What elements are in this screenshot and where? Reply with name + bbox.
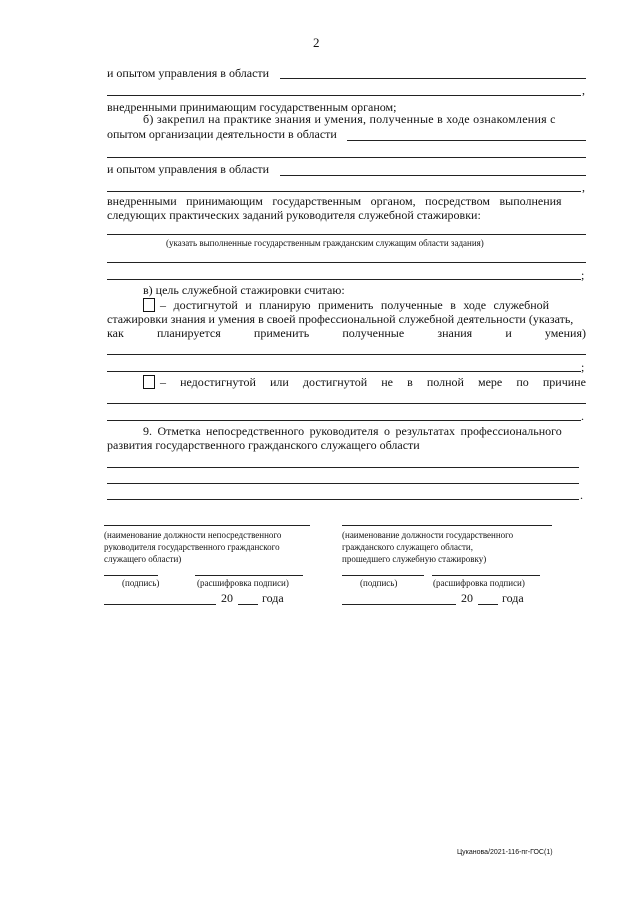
word: применить <box>253 326 310 340</box>
employee-sign-label: (подпись) <box>360 578 398 588</box>
organization-area-field-continued[interactable] <box>107 157 586 158</box>
word: в <box>407 375 413 389</box>
section-b-line2: опытом организации деятельности в области <box>107 127 337 141</box>
experience-area-label: и опытом управления в области <box>107 66 270 80</box>
footer-code: Цуканова/2021-116-пг-ГОС(1) <box>457 849 553 856</box>
apply-field-2[interactable] <box>107 371 581 372</box>
word: мере <box>478 375 503 389</box>
word: умения) <box>544 326 586 340</box>
employee-decode-label: (расшифровка подписи) <box>433 578 525 588</box>
word: полной <box>426 375 464 389</box>
experience-area-field-continued[interactable] <box>107 95 581 96</box>
word: – <box>160 375 166 389</box>
page-number: 2 <box>313 35 320 50</box>
employee-signature-field[interactable] <box>342 575 424 576</box>
period-mark-9: . <box>580 488 583 502</box>
employee-year-field[interactable] <box>478 604 498 605</box>
employee-decode-field[interactable] <box>432 575 540 576</box>
employee-position-field[interactable] <box>342 525 552 526</box>
supervisor-caption-2: руководителя государственного гражданского <box>104 542 280 552</box>
word: причине <box>542 375 586 389</box>
achieved-checkbox[interactable] <box>143 298 155 312</box>
word: знания <box>437 326 473 340</box>
apply-field[interactable] <box>107 354 586 355</box>
word: не <box>381 375 393 389</box>
section-b-line5: следующих практических заданий руководителя служебной стажировки: <box>107 208 481 222</box>
supervisor-year-suffix: года <box>262 591 284 605</box>
reason-field[interactable] <box>107 403 586 404</box>
period-mark-c: . <box>581 409 584 423</box>
comma-mark: , <box>582 83 585 97</box>
word: недостигнутой <box>180 375 256 389</box>
supervisor-position-field[interactable] <box>104 525 310 526</box>
semicolon-mark-b: ; <box>581 268 585 282</box>
tasks-hint: (указать выполненные государственным гражданским служащим области задания) <box>166 238 484 248</box>
section-b-line4: внедренными принимающим государственным органом, посредством выполнения <box>107 194 562 208</box>
employee-caption-1: (наименование должности государственного <box>342 530 514 540</box>
section9-line2: развития государственного гражданского служащего области <box>107 438 420 452</box>
word: достигнутой <box>302 375 368 389</box>
organization-area-field[interactable] <box>347 140 586 141</box>
achieved-line1: – достигнутой и планирую применить полученные в ходе служебной <box>160 298 550 312</box>
employee-year-prefix: 20 <box>461 591 473 605</box>
employee-caption-3: прошедшего служебную стажировку) <box>342 554 487 564</box>
supervisor-decode-label: (расшифровка подписи) <box>197 578 289 588</box>
word: по <box>516 375 529 389</box>
word: полученные <box>342 326 405 340</box>
supervisor-decode-field[interactable] <box>195 575 303 576</box>
word: планируется <box>156 326 221 340</box>
supervisor-caption-3: служащего области) <box>104 554 182 564</box>
tasks-field[interactable] <box>107 234 586 235</box>
supervisor-note-field-3[interactable] <box>107 499 579 500</box>
achieved-line2: стажировки знания и умения в своей профессиональной служебной деятельности (указать, <box>107 312 574 326</box>
not-achieved-checkbox[interactable] <box>143 375 155 389</box>
supervisor-note-field[interactable] <box>107 467 579 468</box>
supervisor-date-field[interactable] <box>104 604 216 605</box>
supervisor-year-prefix: 20 <box>221 591 233 605</box>
supervisor-year-field[interactable] <box>238 604 258 605</box>
tasks-field-3[interactable] <box>107 279 581 280</box>
not-achieved-line <box>160 375 586 389</box>
employee-year-suffix: года <box>502 591 524 605</box>
employee-date-field[interactable] <box>342 604 456 605</box>
implemented-text: внедренными принимающим государственным органом; <box>107 100 397 114</box>
word: как <box>107 326 124 340</box>
section-b-line1: б) закрепил на практике знания и умения, полученные в ходе ознакомления с <box>143 112 556 126</box>
word: и <box>505 326 512 340</box>
comma-mark-b: , <box>582 180 585 194</box>
management-area-field-continued[interactable] <box>107 191 581 192</box>
supervisor-sign-label: (подпись) <box>122 578 160 588</box>
supervisor-caption-1: (наименование должности непосредственного <box>104 530 282 540</box>
reason-field-2[interactable] <box>107 420 581 421</box>
word: или <box>270 375 289 389</box>
semicolon-mark-c: ; <box>581 360 585 374</box>
tasks-field-2[interactable] <box>107 262 586 263</box>
section9-line1: 9. Отметка непосредственного руководителя о результатах профессионального <box>143 424 562 438</box>
section-c-line1: в) цель служебной стажировки считаю: <box>143 283 345 297</box>
management-area-field[interactable] <box>280 175 586 176</box>
achieved-line3 <box>107 326 586 340</box>
employee-caption-2: гражданского служащего области, <box>342 542 473 552</box>
experience-area-field[interactable] <box>280 78 586 79</box>
supervisor-signature-field[interactable] <box>104 575 158 576</box>
section-b-line3: и опытом управления в области <box>107 162 270 176</box>
supervisor-note-field-2[interactable] <box>107 483 579 484</box>
